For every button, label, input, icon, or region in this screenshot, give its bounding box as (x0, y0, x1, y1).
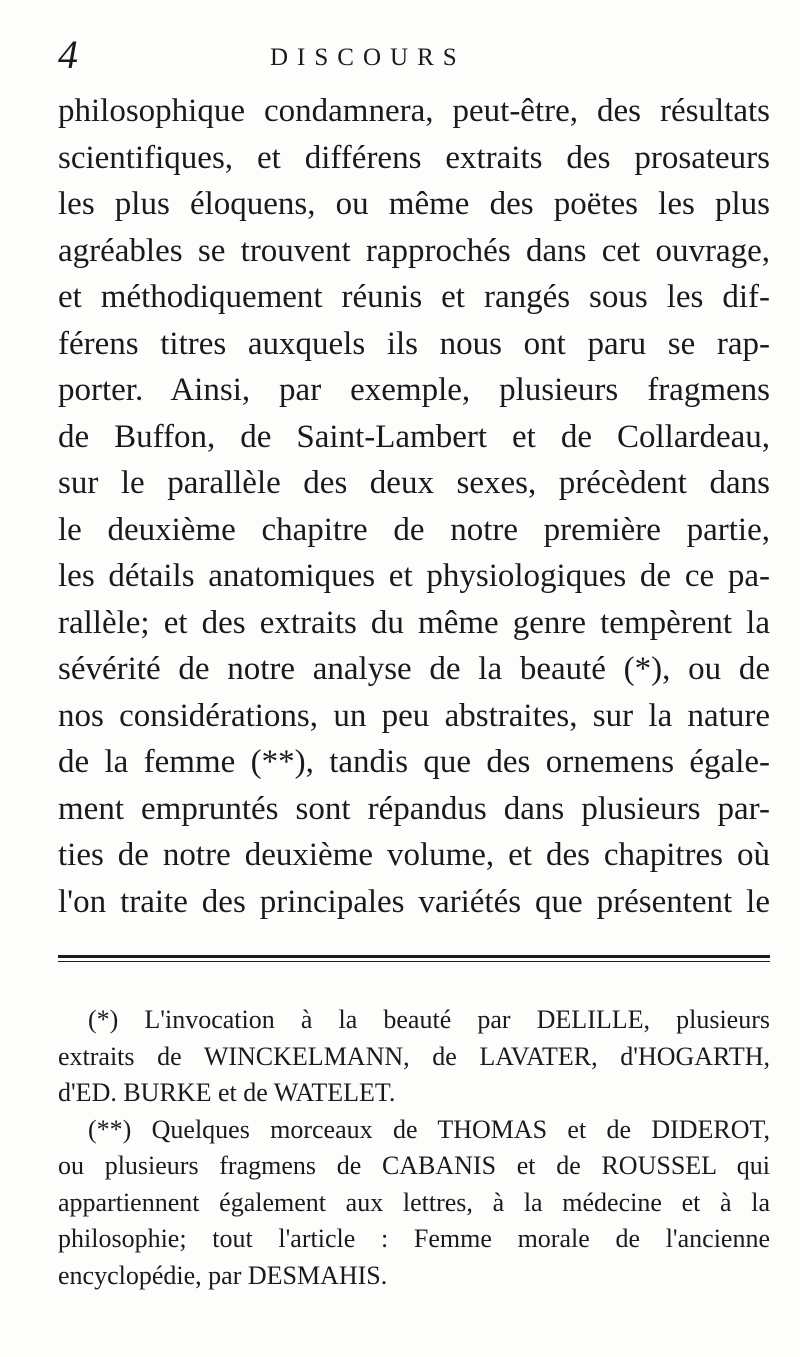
body-line: les plus éloquens, ou même des poëtes les plus (58, 186, 770, 222)
body-line: porter. Ainsi, par exemple, plusieurs fragmens (58, 372, 770, 408)
footnote-line: d'ED. BURKE et de WATELET. (58, 1078, 396, 1107)
body-line: et méthodiquement réunis et rangés sous les dif- (58, 279, 770, 315)
body-line: le deuxième chapitre de notre première partie, (58, 511, 770, 548)
body-line: nos considérations, un peu abstraites, sur la nature (58, 697, 770, 734)
body-line: philosophique condamnera, peut-être, des résultats (58, 93, 770, 129)
footnote-line: philosophie; tout l'article : Femme morale de l'ancienne (58, 1224, 770, 1253)
footnote-line: encyclopédie, par DESMAHIS. (58, 1260, 388, 1290)
footnote-line: appartiennent également aux lettres, à la médecine et à la (58, 1187, 770, 1217)
page-header (0, 30, 800, 80)
body-line: de Buffon, de Saint-Lambert et de Collardeau, (58, 418, 770, 455)
footnote-2 (58, 1112, 770, 1295)
footnotes (58, 1002, 770, 1294)
body-line: sévérité de notre analyse de la beauté (*), ou de (58, 651, 770, 687)
body-line: l'on traite des principales variétés que présentent le (58, 883, 770, 920)
body-line: scientifiques, et différens extraits des prosateurs (58, 139, 770, 176)
body-line: sur le parallèle des deux sexes, précèdent dans (58, 465, 770, 501)
footnote-line: (*) L'invocation à la beauté par DELILLE, plusieurs (88, 1005, 770, 1034)
footnote-line: ou plusieurs fragmens de CABANIS et de ROUSSEL qui (58, 1151, 770, 1180)
body-text (58, 88, 770, 925)
footnote-line: extraits de WINCKELMANN, de LAVATER, d'HOGARTH, (58, 1041, 770, 1071)
body-line: férens titres auxquels ils nous ont paru se rap- (58, 325, 770, 362)
page-number: 4 (58, 32, 78, 77)
footnote-separator-rule (58, 955, 770, 962)
body-line: les détails anatomiques et physiologiques de ce pa- (58, 558, 770, 594)
body-line: ment empruntés sont répandus dans plusieurs par- (58, 790, 770, 827)
running-head: DISCOURS (270, 44, 466, 71)
footnote-1 (58, 1002, 770, 1112)
footnote-line: (**) Quelques morceaux de THOMAS et de DIDEROT, (88, 1114, 770, 1144)
body-line: ties de notre deuxième volume, et des chapitres où (58, 837, 770, 873)
body-line: agréables se trouvent rapprochés dans cet ouvrage, (58, 232, 770, 269)
body-line: de la femme (**), tandis que des ornemens égale- (58, 744, 770, 780)
body-line: rallèle; et des extraits du même genre tempèrent la (58, 604, 770, 641)
